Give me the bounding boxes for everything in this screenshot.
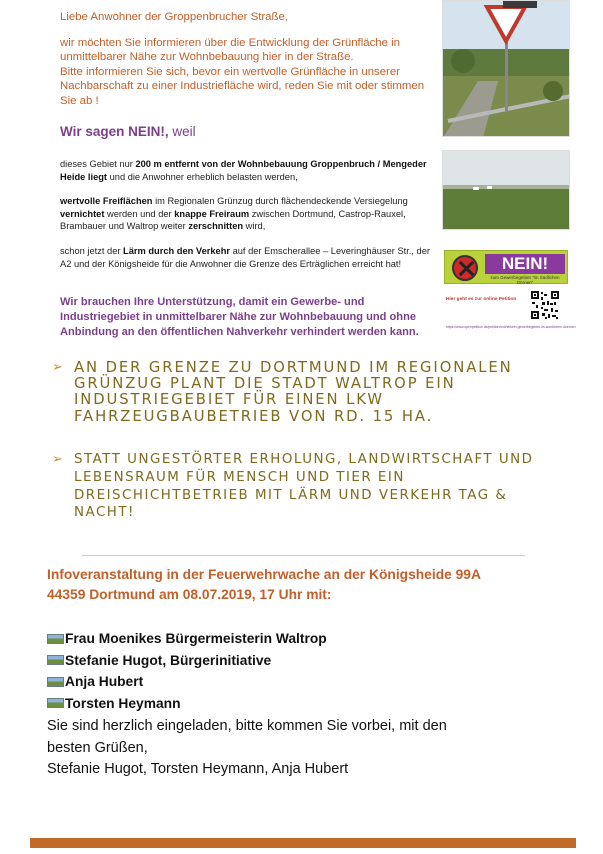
nein-banner — [444, 250, 568, 284]
bullet-2 — [52, 451, 552, 522]
reason-2-bold-c: knappe Freiraum — [174, 208, 250, 219]
arrow-right-icon: ➢ — [52, 360, 63, 375]
bullet-1-text: AN DER GRENZE ZU DORTMUND IM REGIONALEN GRÜNZUG PLANT DIE STADT WALTROP EIN INDUSTRIEGEBIET FÜR EINEN LKW FAHRZEUGBAUBETRIEB VON RD. 15 HA. — [74, 359, 513, 425]
landscape-thumbnail-icon — [47, 698, 64, 708]
event-info-line-1: Infoveranstaltung in der Feuerwehrwache an der Königsheide 99A — [47, 567, 481, 582]
closing-text — [47, 716, 567, 781]
speaker-item — [47, 671, 577, 693]
speaker-name: Stefanie Hugot, Bürgerinitiative — [65, 652, 272, 668]
petition-url[interactable]: https://www.openpetition.de/petition/online/kein-gewerbegebiet-im-suedlichen-doernen — [446, 325, 576, 329]
speaker-item — [47, 693, 577, 715]
reason-2-text-a: im Regionalen Grünzug durch flächendeckende Versiegelung — [152, 196, 408, 206]
speaker-name: Torsten Heymann — [65, 695, 181, 711]
reason-2 — [60, 195, 432, 233]
reason-3-text-a: schon jetzt der — [60, 246, 124, 256]
speaker-list — [47, 628, 577, 714]
closing-line-1: Sie sind herzlich eingeladen, bitte kommen Sie vorbei, mit den — [47, 718, 447, 734]
road-sign-photo-icon — [443, 1, 570, 137]
arrow-right-icon: ➢ — [52, 452, 63, 467]
field-photo-icon — [443, 151, 570, 230]
reason-3-bold-a: Lärm durch den Verkehr — [123, 246, 230, 256]
nein-banner-subtitle: zum Gewerbegebiet "Im Südlichen Dörnen" — [490, 275, 560, 285]
landscape-thumbnail-icon — [47, 677, 64, 687]
nein-heading-strong: Wir sagen NEIN!, — [60, 124, 169, 139]
intro-line-1: wir möchten Sie informieren über die Entwicklung der Grünfläche in unmittelbarer Nähe zur Wohnbebauung hier in der Straße. — [60, 36, 400, 64]
photo-field — [442, 150, 570, 230]
petition-label: Hier geht es zur online Petition — [446, 297, 517, 302]
landscape-thumbnail-icon — [47, 634, 64, 644]
event-info-line-2: 44359 Dortmund am 08.07.2019, 17 Uhr mit: — [47, 587, 332, 602]
bullet-1 — [52, 360, 552, 425]
nein-banner-title: NEIN! — [485, 254, 565, 274]
qr-code-icon[interactable] — [530, 290, 560, 320]
reason-2-text-d: wird, — [243, 221, 266, 231]
greeting: Liebe Anwohner der Groppenbrucher Straße, — [60, 11, 288, 23]
reason-2-bold-d: zerschnitten — [188, 221, 244, 231]
reason-1 — [60, 158, 432, 183]
speaker-item — [47, 650, 577, 672]
intro-text — [60, 10, 432, 120]
intro-line-2: Bitte informieren Sie sich, bevor ein wertvolle Grünfläche in unserer Nachbarschaft zu einer Industriefläche wird, reden Sie mit oder stimmen Sie ab ! — [60, 65, 425, 107]
speaker-name: Frau Moenikes Bürgermeisterin Waltrop — [65, 631, 327, 647]
footer-bar — [30, 838, 576, 848]
bullet-2-text: STATT UNGESTÖRTER ERHOLUNG, LANDWIRTSCHAFT UND LEBENSRAUM FÜR MENSCH UND TIER EIN DREISCHICHTBETRIEB MIT LÄRM UND VERKEHR TAG & NACHT! — [74, 452, 534, 521]
reason-3 — [60, 245, 432, 270]
event-info — [47, 565, 577, 605]
support-text: Wir brauchen Ihre Unterstützung, damit ein Gewerbe- und Industriegebiet in unmittelbarer Nähe zur Wohnbebauung und ohne Anbindung an den öffentlichen Nahverkehr verhindert werden kann. — [60, 296, 419, 338]
speaker-item — [47, 628, 577, 650]
reason-2-text-c: zwischen Dortmund, Castrop-Rauxel, Brambauer und Waltrop weiter — [60, 208, 406, 231]
reason-1-bold-a: 200 m entfernt von der Wohnbebauung Groppenbruch / Mengeder Heide liegt — [60, 159, 427, 182]
nein-heading-weil: weil — [168, 124, 196, 139]
photo-road-sign — [442, 0, 570, 137]
reason-1-text-a: dieses Gebiet nur — [60, 159, 136, 169]
reason-1-text-b: und die Anwohner erheblich belasten werden, — [107, 171, 298, 182]
cross-icon — [452, 255, 478, 281]
closing-line-3: Stefanie Hugot, Torsten Heymann, Anja Hubert — [47, 761, 349, 777]
reason-2-bold-b: vernichtet — [60, 208, 105, 219]
divider — [82, 555, 525, 556]
speaker-name: Anja Hubert — [65, 674, 144, 690]
reason-3-text-b: auf der Emscherallee – Leveringhäuser Str., der A2 und der Königsheide für die Anwohner die Grenze des Erträglichen erreicht hat! — [60, 246, 430, 269]
reason-2-bold-a: wertvolle Freiflächen — [60, 196, 153, 206]
closing-line-2: besten Grüßen, — [47, 739, 148, 756]
nein-heading — [60, 124, 196, 139]
landscape-thumbnail-icon — [47, 655, 64, 665]
reason-2-text-b: werden und der — [104, 208, 175, 219]
